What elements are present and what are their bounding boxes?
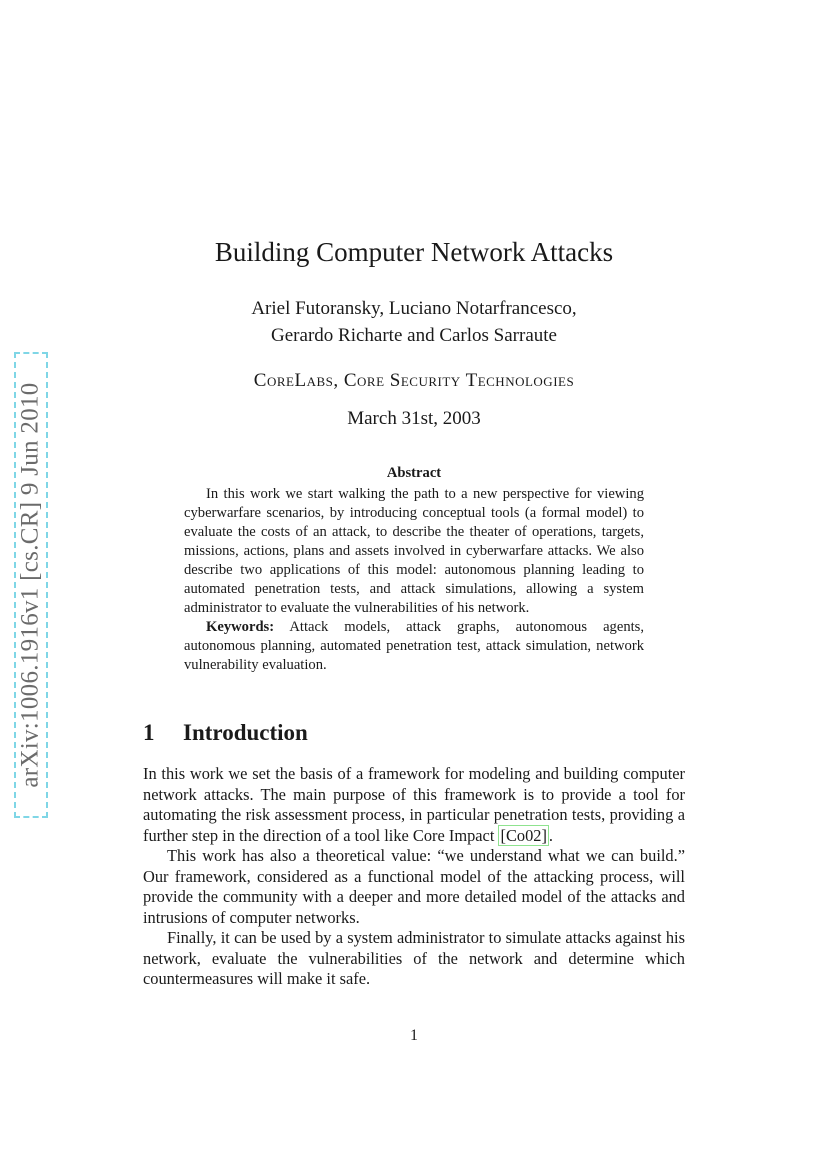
affiliation: CoreLabs, Core Security Technologies <box>253 370 575 391</box>
citation-link[interactable]: [Co02] <box>500 825 547 845</box>
paragraph-1-text: In this work we set the basis of a framework for modeling and building computer network attacks. The main purpose of this framework is to provide a tool for automating the risk assessment process, in particular penetration tests, providing a further step in the direction of a tool like Core Impact <box>143 764 685 845</box>
keywords-label: Keywords: <box>206 619 275 635</box>
section-body <box>143 764 685 990</box>
section-number: 1 <box>143 720 155 745</box>
section-heading <box>143 720 685 746</box>
paragraph-2: This work has also a theoretical value: “we understand what we can build.” Our framework, considered as a functional model of the attacking process, will provide the community with a deeper and more detailed model of the attacks and intrusions of computer networks. <box>143 846 685 927</box>
authors <box>0 295 828 349</box>
arxiv-id: arXiv:1006.1916v1 [cs.CR] 9 Jun 2010 <box>17 382 45 788</box>
date: March 31st, 2003 <box>347 408 481 429</box>
keywords-text: Attack models, attack graphs, autonomous agents, autonomous planning, automated penetration test, attack simulation, network vulnerability evaluation. <box>184 619 644 673</box>
paragraph-1-end: . <box>548 825 554 845</box>
authors-line-1: Ariel Futoransky, Luciano Notarfrancesco, <box>251 298 577 319</box>
section-title: Introduction <box>183 720 308 745</box>
abstract <box>184 464 644 675</box>
paper-title: Building Computer Network Attacks <box>214 237 614 267</box>
authors-line-2: Gerardo Richarte and Carlos Sarraute <box>271 325 557 346</box>
keywords <box>184 618 644 675</box>
paragraph-3: Finally, it can be used by a system administrator to simulate attacks against his network, evaluate the vulnerabilities of the network and determine which countermeasures will make it safe. <box>143 928 685 988</box>
abstract-heading: Abstract <box>386 465 442 481</box>
abstract-text: In this work we start walking the path to a new perspective for viewing cyberwarfare scenarios, by introducing conceptual tools (a formal model) to evaluate the costs of an attack, to describe the theater of operations, targets, missions, actions, plans and assets involved in cyberwarfare attacks. We also describe two applications of this model: autonomous planning leading to automated penetration tests, and attack simulations, allowing a system administrator to evaluate the vulnerabilities of his network. <box>184 486 644 616</box>
paragraph-1 <box>143 764 685 846</box>
page-number: 1 <box>410 1027 418 1044</box>
